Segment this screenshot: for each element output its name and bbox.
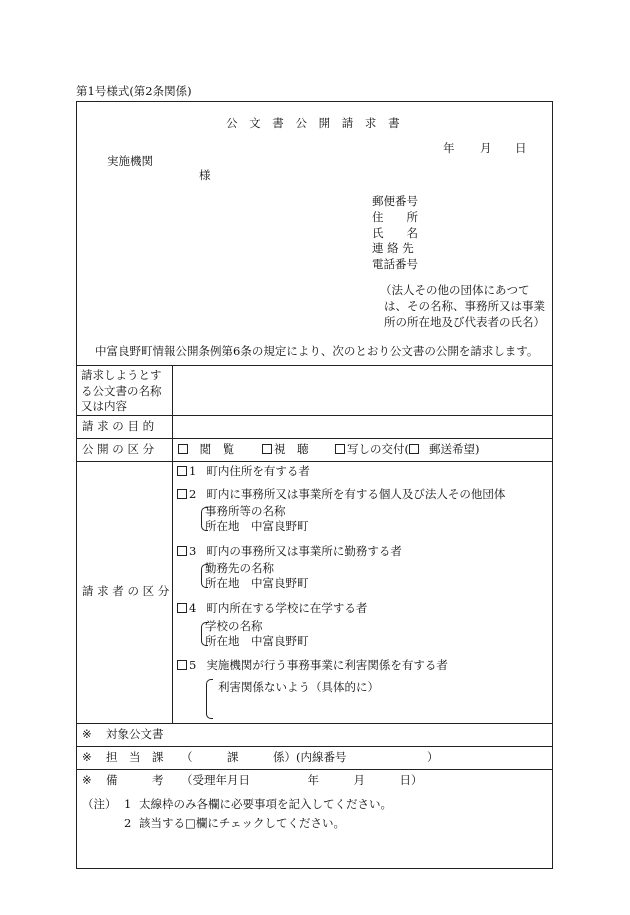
note-2-num: 2 <box>124 816 132 830</box>
sama-label: 様 <box>199 168 211 182</box>
rule-after-target <box>76 746 553 747</box>
date-year: 年 <box>443 141 455 155</box>
form-title: 公 文 書 公 開 請 求 書 <box>226 116 404 130</box>
addressee-label: 実施機関 <box>107 154 153 168</box>
biko-label: 備 考 <box>106 773 164 787</box>
view-checkbox[interactable] <box>178 444 188 454</box>
type-5-checkbox[interactable] <box>177 660 187 670</box>
type-2[interactable]: 2 町内に事務所又は事業所を有する個人及び法人その他団体 <box>177 489 505 501</box>
workplace-address-label: 所在地 中富良野町 <box>205 576 309 590</box>
brace-5 <box>206 679 213 719</box>
corp-note-line1: （法人その他の団体にあつて <box>380 283 530 297</box>
note-1-num: 1 <box>124 797 132 811</box>
rule-after-purpose <box>76 438 553 439</box>
option-view[interactable]: 閲 覧 <box>178 444 234 456</box>
rule-after-tanto <box>76 769 553 770</box>
school-address-label: 所在地 中富良野町 <box>205 634 309 648</box>
type-3-checkbox[interactable] <box>177 546 187 556</box>
postal-code-label: 郵便番号 <box>372 194 418 208</box>
docname-label-3: 又は内容 <box>81 399 127 413</box>
type-3[interactable]: 3 町内の事務所又は事業所に勤務する者 <box>177 546 402 558</box>
type-4-checkbox[interactable] <box>177 603 187 613</box>
school-name-label: 学校の名称 <box>205 619 263 633</box>
docname-label-2: る公文書の名称 <box>81 384 162 398</box>
kome-tanto: ※ <box>82 750 92 764</box>
office-name-label: 事務所等の名称 <box>205 504 286 518</box>
type-2-checkbox[interactable] <box>177 489 187 499</box>
purpose-label: 請 求 の 目 的 <box>82 419 155 433</box>
note-2-text: 該当する□欄にチェックしてください。 <box>139 816 346 830</box>
type-1-checkbox[interactable] <box>177 466 187 476</box>
category-label: 公 開 の 区 分 <box>82 442 155 456</box>
rule-after-docname <box>76 415 553 416</box>
name-label: 氏 名 <box>372 226 418 240</box>
request-statement: 中富良野町情報公開条例第6条の規定により、次のとおり公文書の公開を請求します。 <box>95 344 539 358</box>
mail-checkbox[interactable] <box>409 444 419 454</box>
type-4[interactable]: 4 町内所在する学校に在学する者 <box>177 603 367 615</box>
rule-table-top <box>76 365 553 366</box>
target-doc-label: 対象公文書 <box>106 727 164 741</box>
phone-label: 電話番号 <box>372 257 418 271</box>
notes-prefix: （注） <box>82 797 117 811</box>
column-divider <box>172 365 173 723</box>
workplace-name-label: 勤務先の名称 <box>205 561 274 575</box>
date-month: 月 <box>480 141 492 155</box>
note-1-text: 太線枠のみ各欄に必要事項を記入してください。 <box>139 797 392 811</box>
option-copy[interactable]: 写しの交付( 郵送希望) <box>335 444 480 456</box>
address-label: 住 所 <box>372 210 418 224</box>
tanto-label: 担 当 課 <box>106 750 164 764</box>
requester-type-label: 請 求 者 の 区 分 <box>82 584 170 598</box>
kome-biko: ※ <box>82 773 92 787</box>
corp-note-line3: 所の所在地及び代表者の氏名） <box>384 315 545 329</box>
listen-checkbox[interactable] <box>262 444 272 454</box>
corp-note-line2: は、その名称、事務所又は事業 <box>384 299 545 313</box>
form-number: 第1号様式(第2条関係) <box>76 84 192 98</box>
biko-text: （受理年月日 年 月 日） <box>181 773 423 787</box>
docname-label-1: 請求しようとす <box>81 368 162 382</box>
interest-detail-label: 利害関係ないよう（具体的に） <box>218 680 379 694</box>
contact-label: 連 絡 先 <box>372 241 414 255</box>
date-day: 日 <box>515 141 527 155</box>
rule-after-category <box>76 461 553 462</box>
office-address-label: 所在地 中富良野町 <box>205 519 309 533</box>
copy-checkbox[interactable] <box>335 444 345 454</box>
type-1[interactable]: 1 町内住所を有する者 <box>177 466 310 478</box>
type-5[interactable]: 5 実施機関が行う事務事業に利害関係を有する者 <box>177 660 448 672</box>
option-listen[interactable]: 視 聴 <box>262 444 309 456</box>
kome-target: ※ <box>82 727 92 741</box>
rule-after-type <box>76 723 553 724</box>
tanto-text: （ 課 係）(内線番号 ） <box>181 750 439 764</box>
